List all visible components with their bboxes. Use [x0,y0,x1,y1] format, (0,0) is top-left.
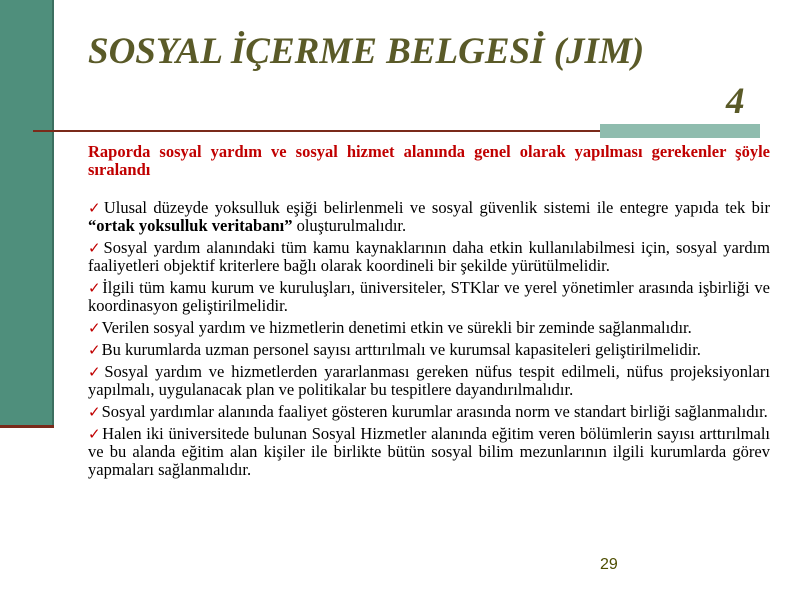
item-bold-text: “ortak yoksulluk veritabanı” [88,216,293,235]
checkmark-icon: ✓ [88,363,104,381]
item-text: Sosyal yardım alanındaki tüm kamu kaynaklarının daha etkin kullanılabilmesi için, sosyal yardım faaliyetleri objektif kriterlere bağlı olarak koordineli bir şekilde yürütülmelidir. [88,238,770,275]
item-text-end: oluşturulmalıdır. [292,216,407,235]
checkmark-icon: ✓ [88,403,101,421]
accent-block [600,124,760,138]
checkmark-icon: ✓ [88,319,101,337]
list-item [88,319,770,337]
left-sidebar-decoration [0,0,54,425]
list-item [88,363,770,399]
item-text: Sosyal yardımlar alanında faaliyet gösteren kurumlar arasında norm ve standart birliği sağlanmalıdır. [101,402,768,421]
checkmark-icon: ✓ [88,341,101,359]
list-item [88,403,770,421]
checkmark-icon: ✓ [88,239,103,257]
list-item [88,425,770,479]
list-item [88,239,770,275]
item-text: İlgili tüm kamu kurum ve kuruluşları, üniversiteler, STKlar ve yerel yönetimler arasında işbirliği ve koordinasyon geliştirilmelidir. [88,278,770,315]
slide-content [88,143,770,483]
checkmark-icon: ✓ [88,279,102,297]
checkmark-icon: ✓ [88,199,103,217]
list-item [88,341,770,359]
bullet-list [88,199,770,479]
checkmark-icon: ✓ [88,425,102,443]
slide-title: SOSYAL İÇERME BELGESİ (JIM) [88,31,645,72]
page-number: 29 [600,556,618,573]
item-text: Verilen sosyal yardım ve hizmetlerin denetimi etkin ve sürekli bir zeminde sağlanmalıdır. [101,318,692,337]
item-text: Sosyal yardım ve hizmetlerden yararlanması gereken nüfus tespit edilmeli, nüfus projeksiyonları yapılmalı, uygulanacak plan ve politikalar bu tespitlere dayandırılmalıdır. [88,362,770,399]
intro-text: Raporda sosyal yardım ve sosyal hizmet alanında genel olarak yapılması gerekenler şöyle sıralandı [88,142,770,179]
list-item [88,199,770,235]
title-number: 4 [726,81,745,122]
item-text: Halen iki üniversitede bulunan Sosyal Hizmetler alanında eğitim veren bölümlerin sayısı arttırılmalı ve bu alanda eğitim alan kişiler ile birlikte bütün sosyal bilim mezunlarının ilgili kurumlarda görev yapmaları sağlanmalıdır. [88,424,770,479]
item-text: Bu kurumlarda uzman personel sayısı arttırılmalı ve kurumsal kapasiteleri geliştirilmelidir. [101,340,701,359]
item-text: Ulusal düzeyde yoksulluk eşiği belirlenmeli ve sosyal güvenlik sistemi ile entegre yapıda tek bir [103,198,770,217]
sidebar-base-line [0,425,54,428]
list-item [88,279,770,315]
